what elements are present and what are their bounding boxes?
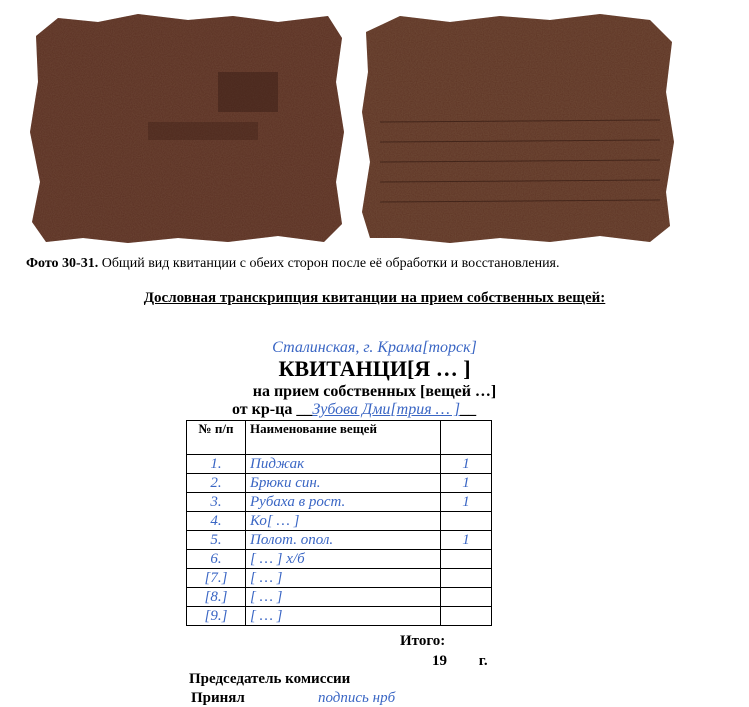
signature-handwritten: подпись нрб <box>318 690 396 706</box>
section-title: Дословная транскрипция квитанции на прием собственных вещей: <box>143 290 606 306</box>
row-item-name: Пиджак <box>246 455 441 474</box>
row-number: [9.] <box>187 607 246 626</box>
header-item-name: Наименование вещей <box>246 421 441 455</box>
table-row <box>187 531 492 550</box>
row-item-name: Рубаха в рост. <box>246 493 441 512</box>
caption-text: Общий вид квитанции с обеих сторон после её обработки и восстановления. <box>98 256 560 271</box>
from-name-handwritten: Зубова Дми <box>312 401 391 418</box>
row-quantity: 1 <box>441 493 492 512</box>
header-number: № п/п <box>187 421 246 455</box>
row-quantity <box>441 588 492 607</box>
photo-caption <box>26 256 560 272</box>
table-row <box>187 607 492 626</box>
row-item-name: Брюки син. <box>246 474 441 493</box>
row-number: 3. <box>187 493 246 512</box>
header-quantity <box>441 421 492 455</box>
table-row <box>187 455 492 474</box>
from-label: от кр-ца __ <box>232 401 313 418</box>
receipt-title: КВИТАНЦИ[Я … ] <box>278 356 471 381</box>
table-row <box>187 588 492 607</box>
row-quantity: 1 <box>441 531 492 550</box>
row-quantity: 1 <box>441 474 492 493</box>
table-row <box>187 550 492 569</box>
row-number: [7.] <box>187 569 246 588</box>
table-row <box>187 569 492 588</box>
from-name-restored: [трия … ] <box>390 401 461 418</box>
header-handwritten: Сталинская, г. Крама <box>272 339 423 356</box>
receipt-from-line <box>232 401 476 419</box>
accepted-label: Принял <box>191 690 245 706</box>
row-item-name: [ … ] <box>246 588 441 607</box>
year-line: 19 г. <box>432 653 488 669</box>
total-label: Итого: <box>400 633 446 649</box>
row-item-name: [ … ] <box>246 607 441 626</box>
row-quantity <box>441 550 492 569</box>
row-number: 6. <box>187 550 246 569</box>
table-header-row <box>187 421 492 455</box>
row-item-name: [ … ] х/б <box>246 550 441 569</box>
row-quantity: 1 <box>441 455 492 474</box>
chairman-label: Председатель комиссии <box>189 671 351 687</box>
receipt-header <box>0 339 749 357</box>
row-item-name: Ко[ … ] <box>246 512 441 531</box>
row-number: 1. <box>187 455 246 474</box>
receipt-back-photo <box>360 12 678 244</box>
table-row <box>187 474 492 493</box>
table-row <box>187 512 492 531</box>
row-item-name: [ … ] <box>246 569 441 588</box>
row-number: 5. <box>187 531 246 550</box>
items-table <box>186 420 492 626</box>
table-row <box>187 493 492 512</box>
receipt-subtitle: на прием собственных [вещей …] <box>252 383 497 400</box>
row-quantity <box>441 512 492 531</box>
from-tail: __ <box>460 401 477 418</box>
row-number: 2. <box>187 474 246 493</box>
row-quantity <box>441 607 492 626</box>
row-number: 4. <box>187 512 246 531</box>
header-restored: [торск] <box>422 339 477 356</box>
row-item-name: Полот. опол. <box>246 531 441 550</box>
row-number: [8.] <box>187 588 246 607</box>
receipt-front-photo <box>28 12 346 244</box>
caption-label: Фото 30-31. <box>26 256 99 271</box>
row-quantity <box>441 569 492 588</box>
